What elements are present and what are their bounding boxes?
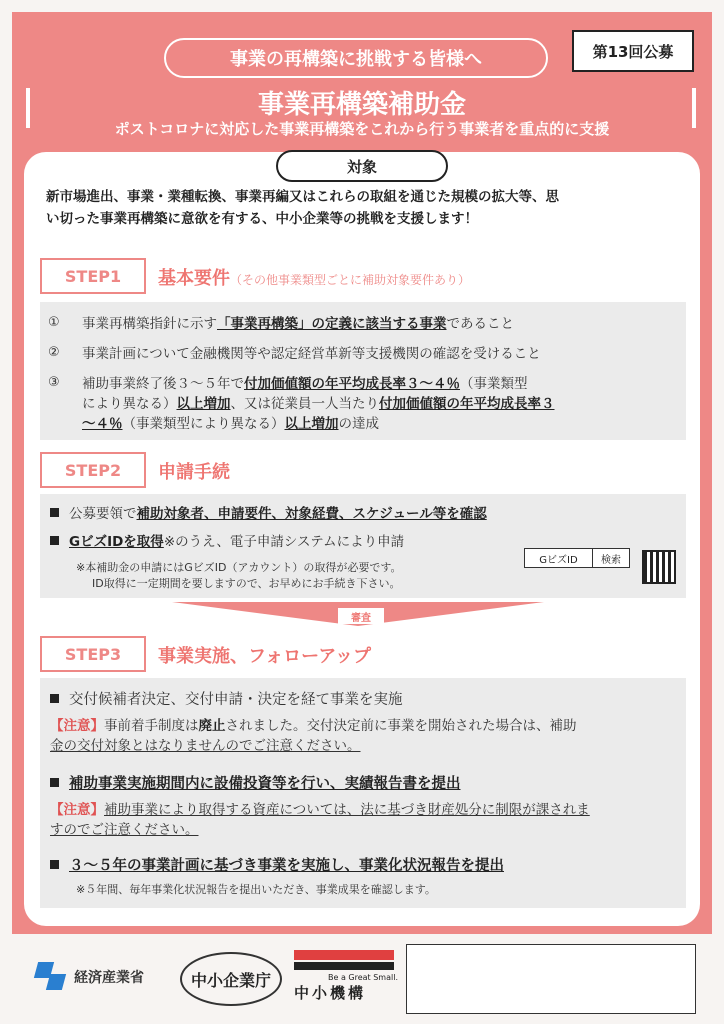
caution1-c: されました。交付決定前に事業を開始された場合は、補助 — [225, 718, 577, 734]
step1-item1-post: であること — [446, 316, 514, 332]
step2-heading: 申請手続 — [158, 462, 230, 483]
step2-item1-pre: 公募要領で — [69, 506, 137, 522]
step1-item3-c: （事業類型 — [460, 376, 528, 392]
meti-mark-icon — [34, 960, 68, 994]
step1-item3-e: 以上増加 — [176, 396, 231, 412]
round-badge: 第13回公募 — [572, 30, 694, 72]
meti-name: 経済産業省 — [74, 970, 144, 986]
step3-badge: STEP3 — [40, 636, 146, 672]
step1-item3-k: の達成 — [338, 416, 379, 432]
step2-note — [76, 560, 401, 592]
step3-caution2 — [50, 800, 680, 840]
intro-line-2: い切った事業再構築に意欲を有する、中小企業等の挑戦を支援します！ — [46, 211, 478, 227]
tagline-pill: 事業の再構築に挑戦する皆様へ — [164, 38, 548, 78]
caution1-a: 事前着手制度は — [104, 718, 199, 734]
smrj-logo — [294, 950, 398, 1008]
step1-item3-number: ③ — [48, 375, 60, 390]
step1-item1-pre: 事業再構築指針に示す — [82, 316, 217, 332]
step2-badge: STEP2 — [40, 452, 146, 488]
caution2-a: 補助事業により取得する資産については、法に基づき財産処分に制限が課されま — [104, 802, 590, 818]
step2-item2-post: ※のうえ、電子申請システムにより申請 — [163, 534, 405, 550]
step3-item1-text: 交付候補者決定、交付申請・決定を経て事業を実施 — [69, 692, 403, 708]
step1-item3-j: 以上増加 — [284, 416, 339, 432]
review-label: 審査 — [338, 608, 384, 624]
caution-label: 【注意】 — [50, 718, 104, 734]
page-title: 事業再構築補助金 — [257, 90, 466, 120]
step2-item1-em: 補助対象者、申請要件、対象経費、スケジュール等を確認 — [136, 506, 487, 522]
step1-badge: STEP1 — [40, 258, 146, 294]
step1-item3-d: により異なる） — [82, 396, 177, 412]
target-label: 対象 — [276, 150, 448, 182]
step3-item2 — [50, 774, 461, 794]
step1-item1-em: 「事業再構築」の定義に該当する事業 — [217, 316, 447, 332]
step1-item3-h: ～４％ — [82, 416, 123, 432]
title-left-bar — [26, 88, 30, 128]
step2-item2 — [50, 532, 404, 552]
step3-item3 — [50, 856, 504, 876]
step2-item2-em: GビズIDを取得 — [69, 534, 164, 550]
step3-heading: 事業実施、フォローアップ — [158, 646, 371, 667]
step1-item1-number: ① — [48, 315, 60, 330]
step1-item3-f: 、又は従業員一人当たり — [230, 396, 379, 412]
step3-note: ※５年間、毎年事業化状況報告を提出いただき、事業成果を確認します。 — [76, 883, 436, 896]
gbizid-search-box[interactable] — [524, 548, 630, 568]
search-button[interactable]: 検索 — [601, 554, 621, 566]
step1-heading — [158, 264, 470, 290]
contact-blank-box — [406, 944, 696, 1014]
step1-item3-i: （事業類型により異なる） — [122, 416, 285, 432]
step3-item1 — [50, 690, 403, 710]
page-subtitle: ポストコロナに対応した事業再構築をこれから行う事業者を重点的に支援 — [114, 120, 610, 138]
step1-note: （その他事業類型ごとに補助対象要件あり） — [230, 273, 471, 287]
caution2-b: すのでご注意ください。 — [50, 822, 199, 838]
bullet-square-icon — [50, 508, 59, 517]
step1-item1 — [82, 314, 514, 334]
step2-note-1: ※本補助金の申請にはGビズID（アカウント）の取得が必要です。 — [76, 561, 402, 574]
caution1-b: 廃止 — [198, 718, 226, 734]
caution-label: 【注意】 — [50, 802, 104, 818]
title-right-bar — [692, 88, 696, 128]
step2-note-2: ID取得に一定期間を要しますので、お早めにお手続き下さい。 — [92, 577, 401, 590]
smrj-red-bar — [294, 950, 394, 960]
bullet-square-icon — [50, 778, 59, 787]
smrj-black-bar — [294, 962, 394, 970]
intro-line-1: 新市場進出、事業・業種転換、事業再編又はこれらの取組を通じた規模の拡大等、思 — [46, 189, 559, 205]
step1-item3-b: 付加価値額の年平均成長率３～４％ — [244, 376, 460, 392]
step3-item3-text: ３～５年の事業計画に基づき事業を実施し、事業化状況報告を提出 — [69, 858, 504, 874]
step1-item3 — [82, 374, 682, 434]
smrj-name: 中小機構 — [294, 984, 367, 1002]
search-query: GビズID — [525, 549, 593, 567]
smrj-tagline: Be a Great Small. — [328, 973, 398, 982]
step3-item2-text: 補助事業実施期間内に設備投資等を行い、実績報告書を提出 — [69, 776, 461, 792]
step3-caution1 — [50, 716, 680, 756]
meti-logo — [34, 960, 144, 994]
step1-item3-g: 付加価値額の年平均成長率３ — [379, 396, 555, 412]
caution1-d: 金の交付対象とはなりませんのでご注意ください。 — [50, 738, 361, 754]
step1-heading-text: 基本要件 — [158, 268, 230, 289]
step2-item1 — [50, 504, 487, 524]
target-intro — [46, 186, 690, 230]
qr-code-icon[interactable] — [642, 550, 676, 584]
step1-item3-a: 補助事業終了後３～５年で — [82, 376, 244, 392]
bullet-square-icon — [50, 694, 59, 703]
sme-agency-logo: 中小企業庁 — [180, 952, 282, 1006]
bullet-square-icon — [50, 860, 59, 869]
step1-item2: 事業計画について金融機関等や認定経営革新等支援機関の確認を受けること — [82, 346, 541, 362]
step1-item2-number: ② — [48, 345, 60, 360]
bullet-square-icon — [50, 536, 59, 545]
